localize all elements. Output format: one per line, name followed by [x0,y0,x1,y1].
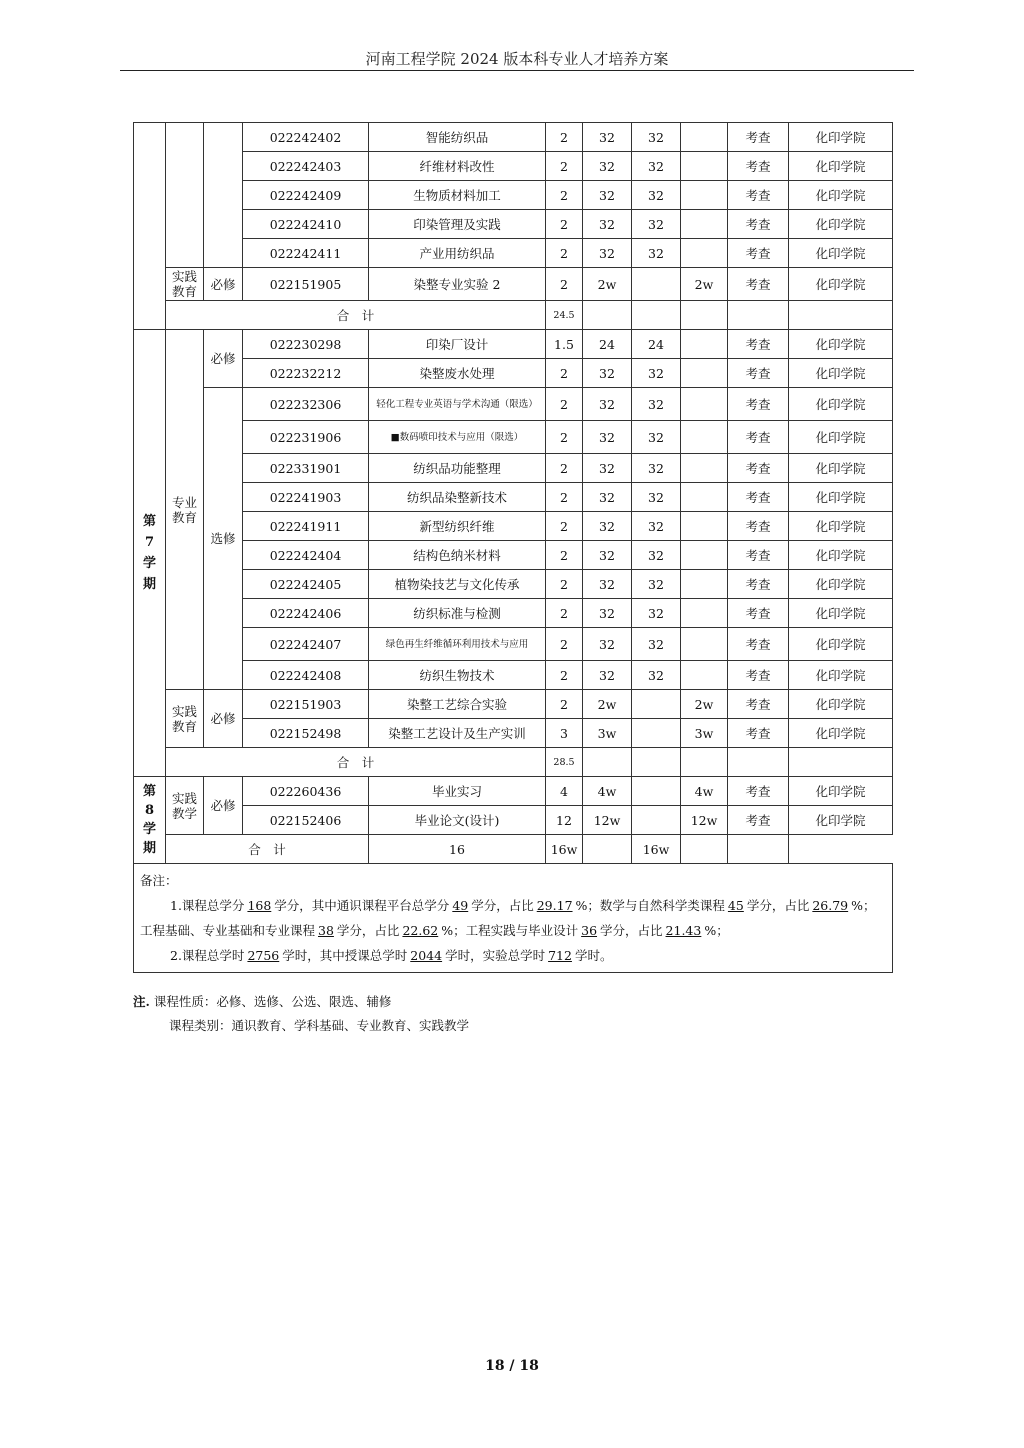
course-practice [681,152,728,181]
course-lecture [632,806,681,835]
course-hours: 32 [583,628,632,661]
course-category: 实践教学 [166,777,204,835]
note-text: 学时，实验总学时 [445,948,546,963]
course-name: 产业用纺织品 [369,239,546,268]
notes-cell [134,864,893,973]
course-dept: 化印学院 [789,181,893,210]
course-lecture [632,719,681,748]
total-label: 合 计 [166,301,546,330]
course-credit: 2 [546,421,583,454]
course-hours: 12w [583,806,632,835]
course-credit: 2 [546,239,583,268]
total-row [134,835,893,864]
course-lecture: 32 [632,421,681,454]
math-pct-value: 26.79 [812,898,849,913]
course-hours: 4w [583,777,632,806]
course-practice [681,512,728,541]
course-dept: 化印学院 [789,483,893,512]
course-name: 染整专业实验 2 [369,268,546,301]
table-row [134,359,893,388]
course-dept: 化印学院 [789,777,893,806]
course-practice: 4w [681,777,728,806]
note-text: 学分，其中通识课程平台总学分 [274,898,450,913]
table-row [134,123,893,152]
course-code: 022242402 [243,123,369,152]
empty-cell [583,748,632,777]
course-assess: 考查 [728,541,789,570]
course-assess: 考查 [728,719,789,748]
total-credits-value: 168 [247,898,272,913]
table-row [134,661,893,690]
course-hours: 32 [583,661,632,690]
course-lecture [632,268,681,301]
note-text: %；数学与自然科学类课程 [575,898,725,913]
course-lecture: 32 [632,152,681,181]
course-name: 毕业实习 [369,777,546,806]
course-lecture: 32 [632,661,681,690]
table-row [134,541,893,570]
table-row [134,210,893,239]
course-code: 022242410 [243,210,369,239]
course-assess: 考查 [728,690,789,719]
course-assess: 考查 [728,152,789,181]
course-assess: 考查 [728,421,789,454]
course-nature: 必修 [204,777,243,835]
course-hours: 32 [583,512,632,541]
course-category: 专业教育 [166,330,204,690]
total-credit: 24.5 [546,301,583,330]
course-lecture: 32 [632,181,681,210]
course-lecture [632,777,681,806]
course-code: 022151905 [243,268,369,301]
course-assess: 考查 [728,359,789,388]
course-hours: 24 [583,330,632,359]
note-text: 学时，其中授课总学时 [282,948,408,963]
course-lecture: 32 [632,570,681,599]
course-credit: 2 [546,454,583,483]
note-text: 学分，占比 [746,898,810,913]
course-dept: 化印学院 [789,661,893,690]
table-row [134,806,893,835]
empty-cell [728,748,789,777]
course-credit: 2 [546,123,583,152]
course-assess: 考查 [728,483,789,512]
note-text: %； [851,898,876,913]
practice-credits-value: 36 [581,923,598,938]
empty-cell [632,301,681,330]
course-practice: 12w [681,806,728,835]
course-hours: 32 [583,152,632,181]
empty-cell [728,835,789,864]
course-name: 染整工艺设计及生产实训 [369,719,546,748]
course-name: 绿色再生纤维循环利用技术与应用 [369,628,546,661]
empty-cell [681,748,728,777]
note-text: 学时。 [574,948,613,963]
course-assess: 考查 [728,330,789,359]
eng-pct-value: 22.62 [402,923,439,938]
course-lecture: 32 [632,210,681,239]
total-label: 合 计 [166,835,369,864]
course-nature-line: 课程性质：必修、选修、公选、限选、辅修 [153,994,392,1009]
total-row [134,301,893,330]
course-credit: 4 [546,777,583,806]
course-hours: 32 [583,123,632,152]
eng-credits-value: 38 [318,923,334,938]
course-practice [681,123,728,152]
course-name: 纤维材料改性 [369,152,546,181]
course-lecture: 32 [632,454,681,483]
course-hours: 32 [583,454,632,483]
course-practice [681,239,728,268]
table-row [134,483,893,512]
course-code: 022242411 [243,239,369,268]
course-name: 新型纺织纤维 [369,512,546,541]
note-text: 2.课程总学时 [170,948,245,963]
course-name: 轻化工程专业英语与学术沟通（限选） [369,388,546,421]
empty-cell [789,301,893,330]
course-code: 022152406 [243,806,369,835]
course-code: 022151903 [243,690,369,719]
header-rule [120,70,914,71]
table-row [134,181,893,210]
course-lecture: 32 [632,483,681,512]
curriculum-table [133,122,893,973]
course-code: 022242403 [243,152,369,181]
course-assess: 考查 [728,388,789,421]
course-credit: 2 [546,359,583,388]
notes-line-3 [140,943,886,968]
course-practice [681,330,728,359]
course-practice [681,181,728,210]
course-credit: 2 [546,690,583,719]
course-assess: 考查 [728,239,789,268]
course-dept: 化印学院 [789,690,893,719]
course-code: 022241911 [243,512,369,541]
course-practice: 2w [681,268,728,301]
notes-line-1 [140,893,886,918]
course-assess: 考查 [728,570,789,599]
course-nature-note [133,990,892,1014]
course-name: 智能纺织品 [369,123,546,152]
course-hours: 3w [583,719,632,748]
course-hours: 32 [583,181,632,210]
table-row [134,454,893,483]
practice-pct-value: 21.43 [665,923,702,938]
course-credit: 2 [546,181,583,210]
course-lecture [632,690,681,719]
course-dept: 化印学院 [789,359,893,388]
table-row [134,777,893,806]
notes-title: 备注： [140,873,178,888]
table-row [134,599,893,628]
table-row [134,512,893,541]
course-lecture: 32 [632,541,681,570]
course-practice [681,483,728,512]
course-hours: 32 [583,483,632,512]
course-code: 022242404 [243,541,369,570]
course-code: 022242408 [243,661,369,690]
semester-label: 第 7 学 期 [134,330,166,777]
empty-cell [789,748,893,777]
course-hours: 2w [583,690,632,719]
course-nature: 选修 [204,388,243,690]
course-lecture: 32 [632,239,681,268]
table-row [134,268,893,301]
course-name: 染整废水处理 [369,359,546,388]
course-assess: 考查 [728,628,789,661]
nature-cell-continued [204,123,243,268]
course-name: 纺织生物技术 [369,661,546,690]
course-credit: 1.5 [546,330,583,359]
course-name: 纺织品功能整理 [369,454,546,483]
course-lecture: 32 [632,359,681,388]
course-lecture: 32 [632,512,681,541]
note-text: 学分，占比 [471,898,534,913]
course-code: 022242405 [243,570,369,599]
empty-cell [681,301,728,330]
category-cell-continued [166,123,204,268]
page-number: 18 / 18 [485,1358,539,1374]
course-dept: 化印学院 [789,512,893,541]
course-practice: 2w [681,690,728,719]
total-hours: 16w [546,835,583,864]
course-assess: 考查 [728,777,789,806]
notes-line-2 [140,918,886,943]
table-row [134,690,893,719]
course-dept: 化印学院 [789,454,893,483]
course-credit: 2 [546,512,583,541]
course-credit: 2 [546,210,583,239]
footer-notes [133,990,892,1038]
course-practice [681,570,728,599]
course-code: 022242407 [243,628,369,661]
empty-cell [583,835,632,864]
total-hours-value: 2756 [247,948,280,963]
course-category: 实践教育 [166,690,204,748]
course-credit: 2 [546,483,583,512]
course-lecture: 32 [632,628,681,661]
total-credit: 28.5 [546,748,583,777]
course-code: 022232212 [243,359,369,388]
table-row [134,628,893,661]
course-dept: 化印学院 [789,421,893,454]
course-code: 022232306 [243,388,369,421]
course-code: 022230298 [243,330,369,359]
course-category: 实践教育 [166,268,204,301]
course-lecture: 32 [632,599,681,628]
course-name: 毕业论文(设计) [369,806,546,835]
course-hours: 32 [583,388,632,421]
semester-cell-continued [134,123,166,330]
course-name: 植物染技艺与文化传承 [369,570,546,599]
course-dept: 化印学院 [789,123,893,152]
course-lecture: 24 [632,330,681,359]
course-hours: 32 [583,599,632,628]
course-practice: 3w [681,719,728,748]
course-practice [681,388,728,421]
course-dept: 化印学院 [789,806,893,835]
course-code: 022152498 [243,719,369,748]
course-assess: 考查 [728,210,789,239]
course-credit: 2 [546,599,583,628]
table-row [134,421,893,454]
course-dept: 化印学院 [789,570,893,599]
table-row [134,719,893,748]
course-hours: 32 [583,239,632,268]
note-label: 注. [133,994,150,1009]
course-credit: 2 [546,388,583,421]
course-nature: 必修 [204,690,243,748]
course-name: 印染厂设计 [369,330,546,359]
total-label: 合 计 [166,748,546,777]
course-hours: 32 [583,210,632,239]
course-assess: 考查 [728,123,789,152]
course-dept: 化印学院 [789,628,893,661]
total-row [134,748,893,777]
course-dept: 化印学院 [789,152,893,181]
course-name: 生物质材料加工 [369,181,546,210]
empty-cell [728,301,789,330]
course-hours: 32 [583,541,632,570]
empty-cell [632,748,681,777]
general-credits-value: 49 [452,898,469,913]
course-nature: 必修 [204,330,243,388]
note-text: 学分，占比 [336,923,400,938]
course-practice [681,661,728,690]
page-header-title: 河南工程学院 2024 版本科专业人才培养方案 [365,50,669,68]
course-dept: 化印学院 [789,541,893,570]
course-nature: 必修 [204,268,243,301]
course-lecture: 32 [632,388,681,421]
course-practice [681,359,728,388]
course-hours: 2w [583,268,632,301]
course-assess: 考查 [728,599,789,628]
lab-hours-value: 712 [548,948,572,963]
table-row [134,388,893,421]
course-dept: 化印学院 [789,210,893,239]
course-code: 022242409 [243,181,369,210]
curriculum-table-body [134,123,893,973]
course-hours: 32 [583,570,632,599]
course-code: 022241903 [243,483,369,512]
course-dept: 化印学院 [789,268,893,301]
course-name: 纺织品染整新技术 [369,483,546,512]
course-practice [681,541,728,570]
course-name: 染整工艺综合实验 [369,690,546,719]
course-dept: 化印学院 [789,599,893,628]
course-hours: 32 [583,359,632,388]
course-code: 022260436 [243,777,369,806]
course-assess: 考查 [728,512,789,541]
table-row [134,570,893,599]
note-text: %；工程实践与毕业设计 [441,923,579,938]
course-practice [681,628,728,661]
course-assess: 考查 [728,268,789,301]
table-row [134,239,893,268]
general-pct-value: 29.17 [536,898,573,913]
empty-cell [681,835,728,864]
course-dept: 化印学院 [789,330,893,359]
course-dept: 化印学院 [789,388,893,421]
course-assess: 考查 [728,181,789,210]
course-credit: 2 [546,570,583,599]
note-text: 工程基础、专业基础和专业课程 [140,923,316,938]
course-practice [681,454,728,483]
lecture-hours-value: 2044 [410,948,443,963]
course-practice [681,210,728,239]
course-credit: 2 [546,268,583,301]
course-assess: 考查 [728,454,789,483]
course-credit: 12 [546,806,583,835]
course-code: 022331901 [243,454,369,483]
course-code: 022242406 [243,599,369,628]
notes-row [134,864,893,973]
math-credits-value: 45 [727,898,744,913]
course-credit: 2 [546,628,583,661]
course-assess: 考查 [728,806,789,835]
course-dept: 化印学院 [789,719,893,748]
empty-cell [583,301,632,330]
course-name: 纺织标准与检测 [369,599,546,628]
course-credit: 2 [546,152,583,181]
course-credit: 2 [546,661,583,690]
total-credit: 16 [369,835,546,864]
course-credit: 2 [546,541,583,570]
course-hours: 32 [583,421,632,454]
course-name: 结构色纳米材料 [369,541,546,570]
course-dept: 化印学院 [789,239,893,268]
note-text: %； [704,923,729,938]
course-practice [681,599,728,628]
course-code: 022231906 [243,421,369,454]
semester-label: 第 8 学 期 [134,777,166,864]
course-category-line: 课程类别：通识教育、学科基础、专业教育、实践教学 [169,1018,470,1033]
course-name: 印染管理及实践 [369,210,546,239]
table-row [134,330,893,359]
note-text: 1.课程总学分 [170,898,245,913]
course-lecture: 32 [632,123,681,152]
course-credit: 3 [546,719,583,748]
course-practice [681,421,728,454]
table-row [134,152,893,181]
note-text: 学分，占比 [600,923,663,938]
course-name: ■数码喷印技术与应用（限选） [369,421,546,454]
total-practice: 16w [632,835,681,864]
course-assess: 考查 [728,661,789,690]
